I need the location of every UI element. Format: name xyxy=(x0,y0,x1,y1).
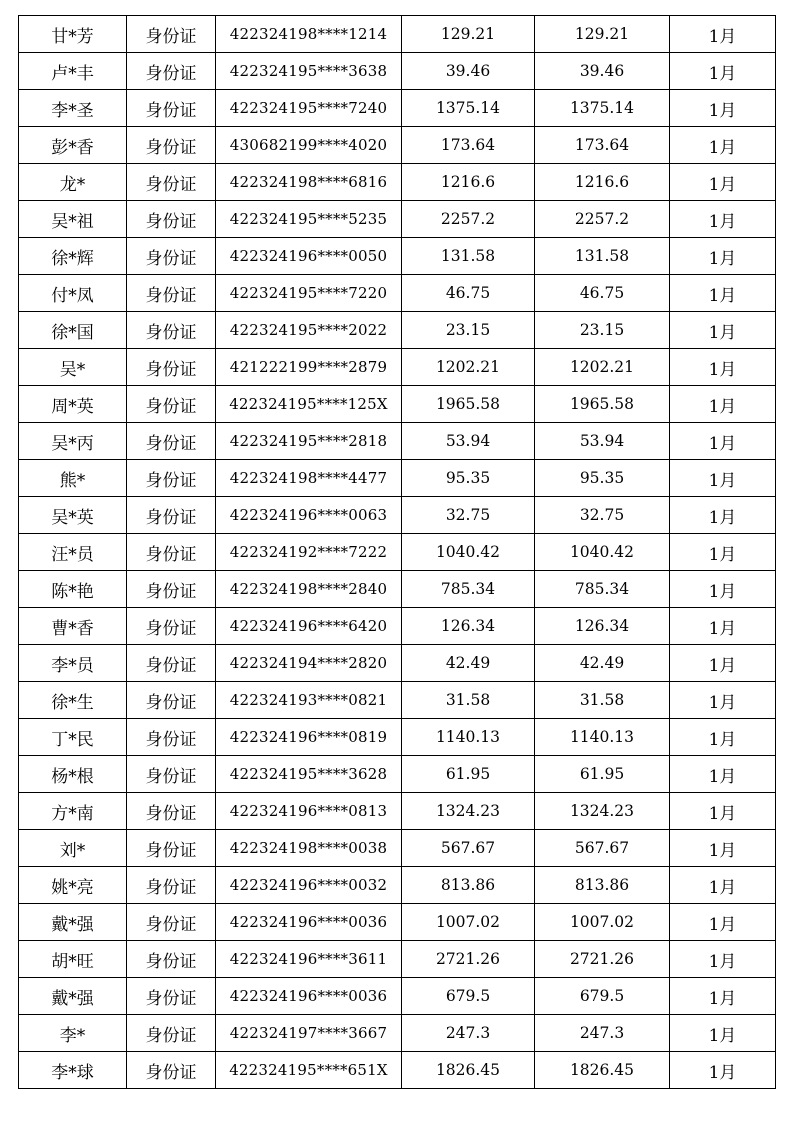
paid-amount-cell: 46.75 xyxy=(535,275,670,312)
table-row xyxy=(19,682,776,719)
amount-cell: 53.94 xyxy=(402,423,535,460)
id-type-cell: 身份证 xyxy=(127,1052,216,1089)
month-cell: 1月 xyxy=(670,1052,776,1089)
id-type-cell: 身份证 xyxy=(127,682,216,719)
id-type-cell: 身份证 xyxy=(127,978,216,1015)
amount-cell: 1040.42 xyxy=(402,534,535,571)
amount-cell: 1007.02 xyxy=(402,904,535,941)
paid-amount-cell: 53.94 xyxy=(535,423,670,460)
id-type-cell: 身份证 xyxy=(127,534,216,571)
name-cell: 杨*根 xyxy=(19,756,127,793)
id-type-cell: 身份证 xyxy=(127,53,216,90)
table-row xyxy=(19,53,776,90)
name-cell: 徐*国 xyxy=(19,312,127,349)
month-cell: 1月 xyxy=(670,423,776,460)
name-cell: 戴*强 xyxy=(19,904,127,941)
month-cell: 1月 xyxy=(670,534,776,571)
amount-cell: 129.21 xyxy=(402,16,535,53)
name-cell: 周*英 xyxy=(19,386,127,423)
amount-cell: 23.15 xyxy=(402,312,535,349)
paid-amount-cell: 61.95 xyxy=(535,756,670,793)
table-row xyxy=(19,238,776,275)
name-cell: 徐*生 xyxy=(19,682,127,719)
amount-cell: 567.67 xyxy=(402,830,535,867)
amount-cell: 679.5 xyxy=(402,978,535,1015)
paid-amount-cell: 32.75 xyxy=(535,497,670,534)
name-cell: 姚*亮 xyxy=(19,867,127,904)
month-cell: 1月 xyxy=(670,978,776,1015)
table-row xyxy=(19,423,776,460)
month-cell: 1月 xyxy=(670,312,776,349)
paid-amount-cell: 2721.26 xyxy=(535,941,670,978)
subsidy-table xyxy=(18,15,776,1089)
table-row xyxy=(19,16,776,53)
table-row xyxy=(19,941,776,978)
id-type-cell: 身份证 xyxy=(127,756,216,793)
amount-cell: 247.3 xyxy=(402,1015,535,1052)
id-type-cell: 身份证 xyxy=(127,460,216,497)
paid-amount-cell: 813.86 xyxy=(535,867,670,904)
id-type-cell: 身份证 xyxy=(127,312,216,349)
id-type-cell: 身份证 xyxy=(127,90,216,127)
month-cell: 1月 xyxy=(670,90,776,127)
name-cell: 曹*香 xyxy=(19,608,127,645)
amount-cell: 95.35 xyxy=(402,460,535,497)
paid-amount-cell: 95.35 xyxy=(535,460,670,497)
month-cell: 1月 xyxy=(670,349,776,386)
month-cell: 1月 xyxy=(670,682,776,719)
month-cell: 1月 xyxy=(670,941,776,978)
paid-amount-cell: 2257.2 xyxy=(535,201,670,238)
id-type-cell: 身份证 xyxy=(127,386,216,423)
table-row xyxy=(19,904,776,941)
amount-cell: 39.46 xyxy=(402,53,535,90)
amount-cell: 61.95 xyxy=(402,756,535,793)
name-cell: 徐*辉 xyxy=(19,238,127,275)
month-cell: 1月 xyxy=(670,460,776,497)
name-cell: 刘* xyxy=(19,830,127,867)
paid-amount-cell: 31.58 xyxy=(535,682,670,719)
id-type-cell: 身份证 xyxy=(127,1015,216,1052)
amount-cell: 126.34 xyxy=(402,608,535,645)
paid-amount-cell: 126.34 xyxy=(535,608,670,645)
id-number-cell: 422324196****0063 xyxy=(216,497,402,534)
id-number-cell: 422324193****0821 xyxy=(216,682,402,719)
amount-cell: 46.75 xyxy=(402,275,535,312)
table-row xyxy=(19,312,776,349)
amount-cell: 131.58 xyxy=(402,238,535,275)
name-cell: 方*南 xyxy=(19,793,127,830)
paid-amount-cell: 1040.42 xyxy=(535,534,670,571)
id-type-cell: 身份证 xyxy=(127,867,216,904)
table-row xyxy=(19,830,776,867)
name-cell: 付*凤 xyxy=(19,275,127,312)
paid-amount-cell: 23.15 xyxy=(535,312,670,349)
month-cell: 1月 xyxy=(670,16,776,53)
table-body xyxy=(19,16,776,1089)
id-number-cell: 422324196****3611 xyxy=(216,941,402,978)
id-type-cell: 身份证 xyxy=(127,238,216,275)
amount-cell: 1826.45 xyxy=(402,1052,535,1089)
paid-amount-cell: 679.5 xyxy=(535,978,670,1015)
month-cell: 1月 xyxy=(670,756,776,793)
name-cell: 吴*祖 xyxy=(19,201,127,238)
table-row xyxy=(19,201,776,238)
id-number-cell: 422324195****651X xyxy=(216,1052,402,1089)
month-cell: 1月 xyxy=(670,497,776,534)
amount-cell: 1140.13 xyxy=(402,719,535,756)
id-type-cell: 身份证 xyxy=(127,127,216,164)
id-number-cell: 422324192****7222 xyxy=(216,534,402,571)
id-number-cell: 422324196****0032 xyxy=(216,867,402,904)
month-cell: 1月 xyxy=(670,1015,776,1052)
name-cell: 吴*英 xyxy=(19,497,127,534)
table-row xyxy=(19,608,776,645)
id-number-cell: 422324196****6420 xyxy=(216,608,402,645)
id-number-cell: 422324196****0050 xyxy=(216,238,402,275)
id-number-cell: 422324198****0038 xyxy=(216,830,402,867)
amount-cell: 1965.58 xyxy=(402,386,535,423)
table-row xyxy=(19,571,776,608)
table-row xyxy=(19,1015,776,1052)
id-type-cell: 身份证 xyxy=(127,164,216,201)
id-number-cell: 422324196****0819 xyxy=(216,719,402,756)
table-row xyxy=(19,90,776,127)
id-number-cell: 422324196****0036 xyxy=(216,904,402,941)
id-type-cell: 身份证 xyxy=(127,719,216,756)
month-cell: 1月 xyxy=(670,793,776,830)
id-type-cell: 身份证 xyxy=(127,830,216,867)
amount-cell: 2257.2 xyxy=(402,201,535,238)
id-number-cell: 422324195****3638 xyxy=(216,53,402,90)
id-number-cell: 422324195****2818 xyxy=(216,423,402,460)
paid-amount-cell: 1007.02 xyxy=(535,904,670,941)
amount-cell: 1216.6 xyxy=(402,164,535,201)
name-cell: 胡*旺 xyxy=(19,941,127,978)
id-number-cell: 422324196****0036 xyxy=(216,978,402,1015)
table-row xyxy=(19,793,776,830)
table-row xyxy=(19,719,776,756)
name-cell: 陈*艳 xyxy=(19,571,127,608)
month-cell: 1月 xyxy=(670,608,776,645)
table-row xyxy=(19,386,776,423)
name-cell: 李*圣 xyxy=(19,90,127,127)
amount-cell: 1202.21 xyxy=(402,349,535,386)
id-number-cell: 422324196****0813 xyxy=(216,793,402,830)
paid-amount-cell: 1324.23 xyxy=(535,793,670,830)
name-cell: 李*球 xyxy=(19,1052,127,1089)
month-cell: 1月 xyxy=(670,127,776,164)
id-type-cell: 身份证 xyxy=(127,793,216,830)
id-number-cell: 422324198****4477 xyxy=(216,460,402,497)
id-type-cell: 身份证 xyxy=(127,201,216,238)
amount-cell: 785.34 xyxy=(402,571,535,608)
id-number-cell: 421222199****2879 xyxy=(216,349,402,386)
paid-amount-cell: 131.58 xyxy=(535,238,670,275)
month-cell: 1月 xyxy=(670,719,776,756)
paid-amount-cell: 1826.45 xyxy=(535,1052,670,1089)
month-cell: 1月 xyxy=(670,904,776,941)
id-number-cell: 422324195****7220 xyxy=(216,275,402,312)
paid-amount-cell: 1965.58 xyxy=(535,386,670,423)
month-cell: 1月 xyxy=(670,571,776,608)
name-cell: 龙* xyxy=(19,164,127,201)
table-row xyxy=(19,534,776,571)
paid-amount-cell: 42.49 xyxy=(535,645,670,682)
table-row xyxy=(19,867,776,904)
name-cell: 吴* xyxy=(19,349,127,386)
name-cell: 丁*民 xyxy=(19,719,127,756)
table-row xyxy=(19,349,776,386)
month-cell: 1月 xyxy=(670,238,776,275)
id-number-cell: 422324198****6816 xyxy=(216,164,402,201)
table-row xyxy=(19,127,776,164)
name-cell: 李* xyxy=(19,1015,127,1052)
table-row xyxy=(19,645,776,682)
amount-cell: 42.49 xyxy=(402,645,535,682)
id-number-cell: 422324195****7240 xyxy=(216,90,402,127)
id-type-cell: 身份证 xyxy=(127,904,216,941)
id-type-cell: 身份证 xyxy=(127,608,216,645)
paid-amount-cell: 173.64 xyxy=(535,127,670,164)
name-cell: 汪*员 xyxy=(19,534,127,571)
id-type-cell: 身份证 xyxy=(127,645,216,682)
paid-amount-cell: 1202.21 xyxy=(535,349,670,386)
month-cell: 1月 xyxy=(670,386,776,423)
id-type-cell: 身份证 xyxy=(127,941,216,978)
month-cell: 1月 xyxy=(670,164,776,201)
name-cell: 吴*丙 xyxy=(19,423,127,460)
id-number-cell: 422324195****3628 xyxy=(216,756,402,793)
id-type-cell: 身份证 xyxy=(127,16,216,53)
table-row xyxy=(19,497,776,534)
name-cell: 甘*芳 xyxy=(19,16,127,53)
id-type-cell: 身份证 xyxy=(127,349,216,386)
name-cell: 李*员 xyxy=(19,645,127,682)
month-cell: 1月 xyxy=(670,201,776,238)
id-type-cell: 身份证 xyxy=(127,423,216,460)
name-cell: 彭*香 xyxy=(19,127,127,164)
paid-amount-cell: 39.46 xyxy=(535,53,670,90)
id-number-cell: 422324198****1214 xyxy=(216,16,402,53)
amount-cell: 813.86 xyxy=(402,867,535,904)
amount-cell: 31.58 xyxy=(402,682,535,719)
table-row xyxy=(19,1052,776,1089)
month-cell: 1月 xyxy=(670,645,776,682)
table-row xyxy=(19,756,776,793)
month-cell: 1月 xyxy=(670,53,776,90)
id-type-cell: 身份证 xyxy=(127,275,216,312)
table-row xyxy=(19,978,776,1015)
paid-amount-cell: 1216.6 xyxy=(535,164,670,201)
id-number-cell: 422324195****2022 xyxy=(216,312,402,349)
amount-cell: 2721.26 xyxy=(402,941,535,978)
id-number-cell: 422324195****5235 xyxy=(216,201,402,238)
paid-amount-cell: 785.34 xyxy=(535,571,670,608)
id-number-cell: 422324198****2840 xyxy=(216,571,402,608)
table-row xyxy=(19,275,776,312)
id-type-cell: 身份证 xyxy=(127,571,216,608)
name-cell: 戴*强 xyxy=(19,978,127,1015)
paid-amount-cell: 247.3 xyxy=(535,1015,670,1052)
table-row xyxy=(19,460,776,497)
id-number-cell: 422324197****3667 xyxy=(216,1015,402,1052)
paid-amount-cell: 129.21 xyxy=(535,16,670,53)
month-cell: 1月 xyxy=(670,830,776,867)
amount-cell: 1375.14 xyxy=(402,90,535,127)
amount-cell: 173.64 xyxy=(402,127,535,164)
month-cell: 1月 xyxy=(670,275,776,312)
paid-amount-cell: 567.67 xyxy=(535,830,670,867)
table-row xyxy=(19,164,776,201)
id-type-cell: 身份证 xyxy=(127,497,216,534)
id-number-cell: 422324195****125X xyxy=(216,386,402,423)
id-number-cell: 422324194****2820 xyxy=(216,645,402,682)
amount-cell: 32.75 xyxy=(402,497,535,534)
month-cell: 1月 xyxy=(670,867,776,904)
name-cell: 熊* xyxy=(19,460,127,497)
name-cell: 卢*丰 xyxy=(19,53,127,90)
amount-cell: 1324.23 xyxy=(402,793,535,830)
paid-amount-cell: 1140.13 xyxy=(535,719,670,756)
id-number-cell: 430682199****4020 xyxy=(216,127,402,164)
paid-amount-cell: 1375.14 xyxy=(535,90,670,127)
